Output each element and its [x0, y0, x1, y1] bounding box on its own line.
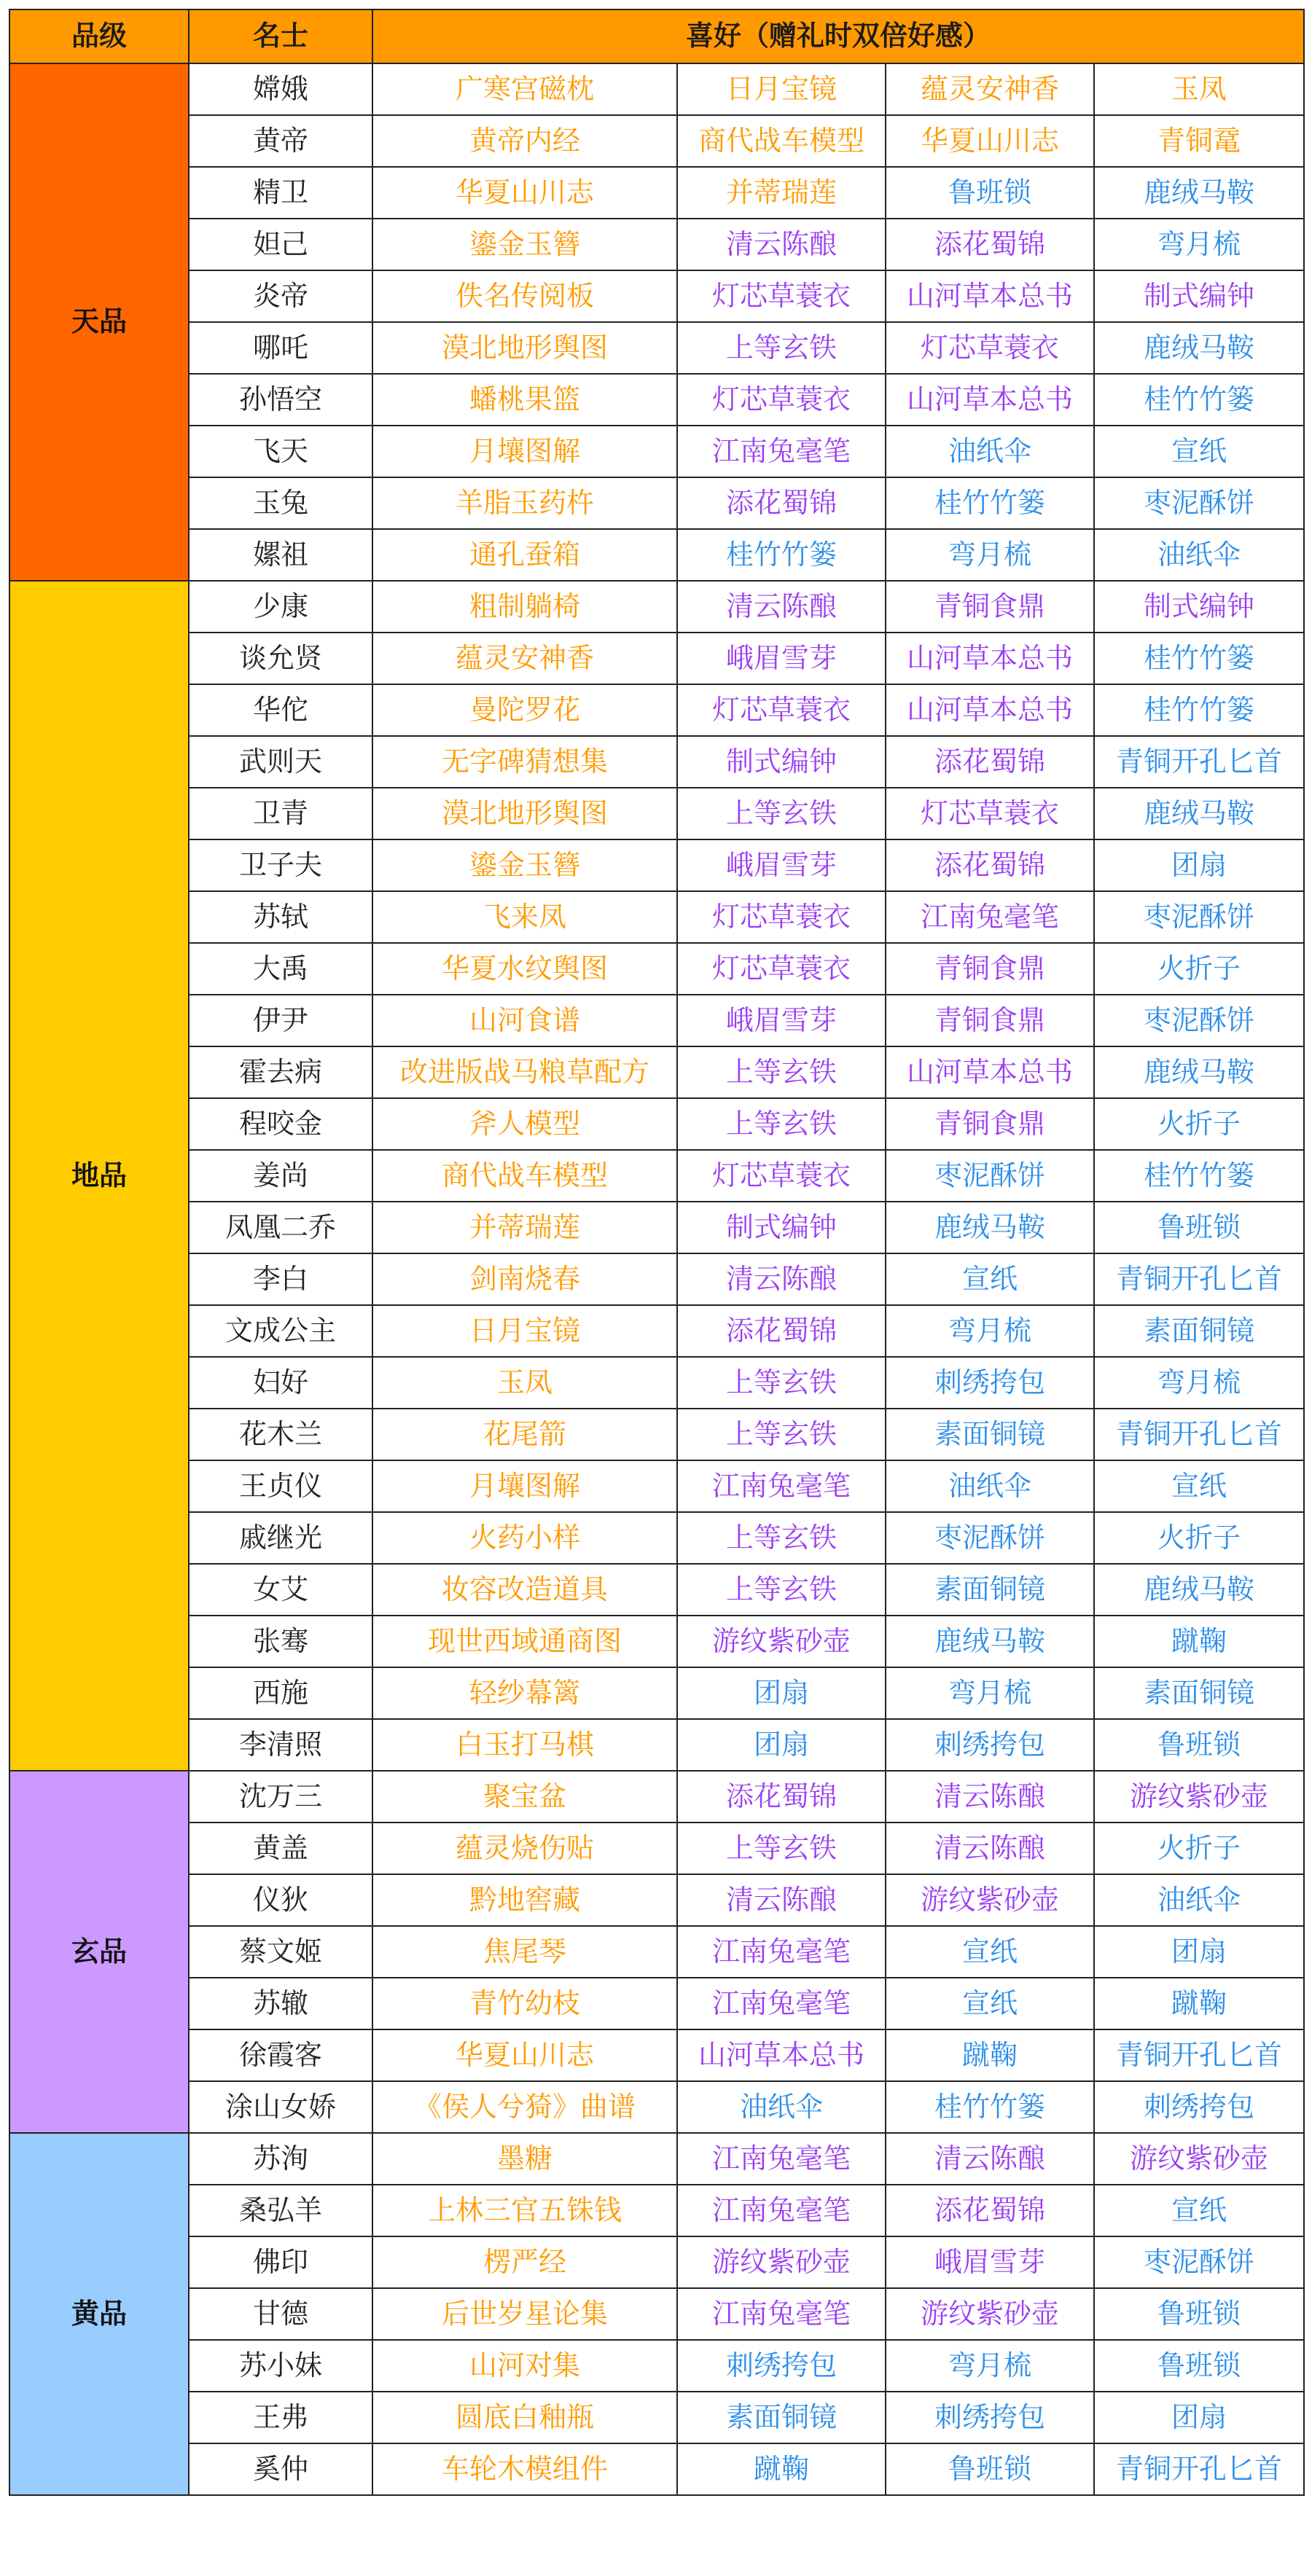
- table-row: [9, 1305, 1304, 1357]
- gift-cell: 鲁班锁: [1094, 1202, 1304, 1253]
- scholar-name-cell: 苏小妹: [189, 2340, 372, 2392]
- table-row: [9, 1719, 1304, 1771]
- scholar-name-cell: 精卫: [189, 167, 372, 219]
- gift-cell: 斧人模型: [372, 1098, 677, 1150]
- gift-cell: 灯芯草蓑衣: [677, 270, 886, 322]
- scholar-name-cell: 妇好: [189, 1357, 372, 1409]
- scholar-name-cell: 徐霞客: [189, 2029, 372, 2081]
- gift-cell: 素面铜镜: [886, 1409, 1094, 1460]
- table-row: [9, 529, 1304, 581]
- table-row: [9, 115, 1304, 167]
- scholar-name-cell: 李白: [189, 1253, 372, 1305]
- gift-cell: 上等玄铁: [677, 788, 886, 839]
- gift-cell: 灯芯草蓑衣: [677, 891, 886, 943]
- gift-cell: 弯月梳: [1094, 1357, 1304, 1409]
- gift-cell: 清云陈酿: [677, 581, 886, 633]
- gift-cell: 鲁班锁: [1094, 2340, 1304, 2392]
- table-body: [9, 63, 1304, 2495]
- scholar-name-cell: 西施: [189, 1667, 372, 1719]
- gift-cell: 现世西域通商图: [372, 1616, 677, 1667]
- table-row: [9, 839, 1304, 891]
- gift-cell: 月壤图解: [372, 426, 677, 477]
- gift-cell: 黔地窖藏: [372, 1874, 677, 1926]
- scholar-name-cell: 蔡文姬: [189, 1926, 372, 1978]
- scholar-name-cell: 李清照: [189, 1719, 372, 1771]
- gift-cell: 蕴灵安神香: [886, 63, 1094, 115]
- gift-cell: 鹿绒马鞍: [1094, 1046, 1304, 1098]
- gift-cell: 鲁班锁: [1094, 2288, 1304, 2340]
- gift-cell: 蹴鞠: [1094, 1616, 1304, 1667]
- table-row: [9, 1253, 1304, 1305]
- table-row: [9, 1564, 1304, 1616]
- table-row: [9, 1460, 1304, 1512]
- gift-cell: 火折子: [1094, 1098, 1304, 1150]
- scholar-name-cell: 大禹: [189, 943, 372, 995]
- table-row: [9, 1357, 1304, 1409]
- scholar-name-cell: 黄帝: [189, 115, 372, 167]
- scholar-name-cell: 桑弘羊: [189, 2185, 372, 2236]
- scholar-name-cell: 奚仲: [189, 2443, 372, 2495]
- gift-cell: 团扇: [1094, 1926, 1304, 1978]
- gift-cell: 上林三官五铢钱: [372, 2185, 677, 2236]
- gift-cell: 灯芯草蓑衣: [677, 943, 886, 995]
- tier-cell: 黄品: [9, 2133, 189, 2495]
- scholar-name-cell: 孙悟空: [189, 374, 372, 426]
- gift-cell: 妆容改造道具: [372, 1564, 677, 1616]
- gift-cell: 桂竹竹篓: [886, 2081, 1094, 2133]
- gift-cell: 灯芯草蓑衣: [677, 684, 886, 736]
- gift-cell: 峨眉雪芽: [677, 633, 886, 684]
- gift-cell: 灯芯草蓑衣: [886, 788, 1094, 839]
- gift-cell: 墨糖: [372, 2133, 677, 2185]
- gift-cell: 火折子: [1094, 943, 1304, 995]
- table-row: [9, 1409, 1304, 1460]
- gift-cell: 桂竹竹篓: [677, 529, 886, 581]
- gift-cell: 弯月梳: [886, 2340, 1094, 2392]
- gift-cell: 团扇: [1094, 839, 1304, 891]
- gift-cell: 桂竹竹篓: [886, 477, 1094, 529]
- gift-cell: 山河食谱: [372, 995, 677, 1046]
- gift-cell: 鹿绒马鞍: [1094, 1564, 1304, 1616]
- gift-cell: 灯芯草蓑衣: [677, 1150, 886, 1202]
- gift-cell: 上等玄铁: [677, 1098, 886, 1150]
- scholar-name-cell: 张骞: [189, 1616, 372, 1667]
- gift-cell: 青铜食鼎: [886, 943, 1094, 995]
- table-row: [9, 684, 1304, 736]
- scholar-name-cell: 卫青: [189, 788, 372, 839]
- scholar-name-cell: 霍去病: [189, 1046, 372, 1098]
- table-row: [9, 2443, 1304, 2495]
- table-row: [9, 477, 1304, 529]
- gift-cell: 游纹紫砂壶: [677, 1616, 886, 1667]
- gift-cell: 江南兔毫笔: [677, 2185, 886, 2236]
- gift-cell: 青铜开孔匕首: [1094, 2443, 1304, 2495]
- gift-cell: 宣纸: [1094, 2185, 1304, 2236]
- gift-cell: 蕴灵烧伤贴: [372, 1823, 677, 1874]
- gift-cell: 山河草本总书: [886, 374, 1094, 426]
- gift-cell: 通孔蚕箱: [372, 529, 677, 581]
- scholar-name-cell: 文成公主: [189, 1305, 372, 1357]
- scholar-name-cell: 凤凰二乔: [189, 1202, 372, 1253]
- gift-cell: 团扇: [1094, 2392, 1304, 2443]
- gift-cell: 江南兔毫笔: [677, 1926, 886, 1978]
- scholar-name-cell: 华佗: [189, 684, 372, 736]
- gift-cell: 青铜食鼎: [886, 581, 1094, 633]
- gift-cell: 刺绣挎包: [886, 1719, 1094, 1771]
- table-row: [9, 322, 1304, 374]
- table-row: [9, 426, 1304, 477]
- gift-cell: 鹿绒马鞍: [1094, 322, 1304, 374]
- gift-cell: 刺绣挎包: [886, 1357, 1094, 1409]
- gift-cell: 并蒂瑞莲: [677, 167, 886, 219]
- gift-cell: 桂竹竹篓: [1094, 633, 1304, 684]
- gift-cell: 月壤图解: [372, 1460, 677, 1512]
- gift-cell: 添花蜀锦: [886, 219, 1094, 270]
- table-row: [9, 581, 1304, 633]
- gift-cell: 白玉打马棋: [372, 1719, 677, 1771]
- scholar-name-cell: 飞天: [189, 426, 372, 477]
- table-row: [9, 1512, 1304, 1564]
- table-row: [9, 1926, 1304, 1978]
- table-row: [9, 891, 1304, 943]
- gift-cell: 添花蜀锦: [677, 477, 886, 529]
- gift-cell: 油纸伞: [1094, 529, 1304, 581]
- scholar-name-cell: 姜尚: [189, 1150, 372, 1202]
- table-row: [9, 1150, 1304, 1202]
- gift-cell: 添花蜀锦: [677, 1771, 886, 1823]
- table-row: [9, 63, 1304, 115]
- gift-cell: 弯月梳: [886, 529, 1094, 581]
- table-row: [9, 788, 1304, 839]
- gift-cell: 漠北地形舆图: [372, 788, 677, 839]
- gift-cell: 火折子: [1094, 1512, 1304, 1564]
- gift-cell: 广寒宫磁枕: [372, 63, 677, 115]
- gift-cell: 江南兔毫笔: [677, 1460, 886, 1512]
- gift-cell: 青铜开孔匕首: [1094, 2029, 1304, 2081]
- gift-cell: 车轮木模组件: [372, 2443, 677, 2495]
- gift-cell: 江南兔毫笔: [677, 2288, 886, 2340]
- table-row: [9, 2236, 1304, 2288]
- scholar-name-cell: 王弗: [189, 2392, 372, 2443]
- gift-cell: 团扇: [677, 1719, 886, 1771]
- gift-cell: 江南兔毫笔: [677, 426, 886, 477]
- header-name: 名士: [189, 9, 372, 63]
- gift-cell: 宣纸: [886, 1926, 1094, 1978]
- gift-cell: 游纹紫砂壶: [886, 1874, 1094, 1926]
- gift-cell: 素面铜镜: [886, 1564, 1094, 1616]
- scholar-name-cell: 佛印: [189, 2236, 372, 2288]
- gift-cell: 制式编钟: [677, 1202, 886, 1253]
- table-row: [9, 2340, 1304, 2392]
- gift-cell: 青铜开孔匕首: [1094, 1253, 1304, 1305]
- gift-cell: 剑南烧春: [372, 1253, 677, 1305]
- table-row: [9, 1771, 1304, 1823]
- gift-cell: 青铜食鼎: [886, 995, 1094, 1046]
- scholar-name-cell: 仪狄: [189, 1874, 372, 1926]
- header-tier: 品级: [9, 9, 189, 63]
- gift-cell: 青铜开孔匕首: [1094, 1409, 1304, 1460]
- gift-cell: 枣泥酥饼: [1094, 477, 1304, 529]
- gift-cell: 清云陈酿: [886, 1771, 1094, 1823]
- table-row: [9, 2081, 1304, 2133]
- gift-cell: 粗制躺椅: [372, 581, 677, 633]
- gift-cell: 火折子: [1094, 1823, 1304, 1874]
- gift-cell: 佚名传阅板: [372, 270, 677, 322]
- scholar-name-cell: 苏轼: [189, 891, 372, 943]
- gift-cell: 上等玄铁: [677, 1564, 886, 1616]
- gift-cell: 峨眉雪芽: [677, 839, 886, 891]
- table-row: [9, 2185, 1304, 2236]
- gift-cell: 江南兔毫笔: [886, 891, 1094, 943]
- scholar-name-cell: 哪吒: [189, 322, 372, 374]
- scholar-name-cell: 武则天: [189, 736, 372, 788]
- scholar-name-cell: 妲己: [189, 219, 372, 270]
- gift-cell: 《侯人兮猗》曲谱: [372, 2081, 677, 2133]
- gift-cell: 添花蜀锦: [886, 2185, 1094, 2236]
- gift-cell: 飞来凤: [372, 891, 677, 943]
- gift-cell: 蹴鞠: [677, 2443, 886, 2495]
- gift-cell: 蹴鞠: [886, 2029, 1094, 2081]
- gift-cell: 花尾箭: [372, 1409, 677, 1460]
- gift-cell: 油纸伞: [1094, 1874, 1304, 1926]
- gift-cell: 清云陈酿: [886, 2133, 1094, 2185]
- gift-cell: 刺绣挎包: [1094, 2081, 1304, 2133]
- scholar-name-cell: 玉兔: [189, 477, 372, 529]
- gift-cell: 山河草本总书: [677, 2029, 886, 2081]
- gift-cell: 制式编钟: [1094, 270, 1304, 322]
- scholar-name-cell: 卫子夫: [189, 839, 372, 891]
- gift-cell: 灯芯草蓑衣: [677, 374, 886, 426]
- gift-cell: 宣纸: [886, 1978, 1094, 2029]
- header-gifts: 喜好（赠礼时双倍好感）: [372, 9, 1304, 63]
- gift-cell: 油纸伞: [886, 426, 1094, 477]
- gift-cell: 枣泥酥饼: [1094, 995, 1304, 1046]
- gift-cell: 商代战车模型: [372, 1150, 677, 1202]
- gift-cell: 山河草本总书: [886, 1046, 1094, 1098]
- gift-cell: 鹿绒马鞍: [886, 1202, 1094, 1253]
- gift-cell: 枣泥酥饼: [1094, 891, 1304, 943]
- gift-cell: 桂竹竹篓: [1094, 374, 1304, 426]
- gift-cell: 弯月梳: [1094, 219, 1304, 270]
- gift-cell: 华夏山川志: [886, 115, 1094, 167]
- table-row: [9, 1667, 1304, 1719]
- table-row: [9, 1823, 1304, 1874]
- gift-cell: 鲁班锁: [1094, 1719, 1304, 1771]
- gift-cell: 华夏水纹舆图: [372, 943, 677, 995]
- gift-cell: 蹴鞠: [1094, 1978, 1304, 2029]
- gift-cell: 枣泥酥饼: [886, 1150, 1094, 1202]
- scholar-name-cell: 王贞仪: [189, 1460, 372, 1512]
- gift-cell: 无字碑猜想集: [372, 736, 677, 788]
- table-row: [9, 1874, 1304, 1926]
- gift-cell: 日月宝镜: [677, 63, 886, 115]
- table-row: [9, 1098, 1304, 1150]
- gift-cell: 弯月梳: [886, 1305, 1094, 1357]
- gift-cell: 轻纱幕篱: [372, 1667, 677, 1719]
- gift-cell: 商代战车模型: [677, 115, 886, 167]
- gift-cell: 鲁班锁: [886, 167, 1094, 219]
- gift-cell: 青铜食鼎: [886, 1098, 1094, 1150]
- gift-cell: 制式编钟: [1094, 581, 1304, 633]
- gift-cell: 焦尾琴: [372, 1926, 677, 1978]
- scholar-name-cell: 炎帝: [189, 270, 372, 322]
- gift-cell: 聚宝盆: [372, 1771, 677, 1823]
- gift-cell: 枣泥酥饼: [1094, 2236, 1304, 2288]
- table-row: [9, 167, 1304, 219]
- gift-cell: 灯芯草蓑衣: [886, 322, 1094, 374]
- scholar-name-cell: 嫘祖: [189, 529, 372, 581]
- table-row: [9, 1616, 1304, 1667]
- gift-cell: 鎏金玉簪: [372, 219, 677, 270]
- scholar-name-cell: 嫦娥: [189, 63, 372, 115]
- gift-cell: 改进版战马粮草配方: [372, 1046, 677, 1098]
- gift-cell: 青铜开孔匕首: [1094, 736, 1304, 788]
- table-row: [9, 2029, 1304, 2081]
- gift-cell: 上等玄铁: [677, 1512, 886, 1564]
- gift-cell: 漠北地形舆图: [372, 322, 677, 374]
- scholar-name-cell: 少康: [189, 581, 372, 633]
- gift-cell: 清云陈酿: [677, 1253, 886, 1305]
- gift-cell: 蟠桃果篮: [372, 374, 677, 426]
- gift-cell: 青竹幼枝: [372, 1978, 677, 2029]
- table-row: [9, 1046, 1304, 1098]
- scholar-name-cell: 戚继光: [189, 1512, 372, 1564]
- table-row: [9, 943, 1304, 995]
- gift-cell: 鎏金玉簪: [372, 839, 677, 891]
- gift-cell: 鹿绒马鞍: [1094, 788, 1304, 839]
- gift-cell: 上等玄铁: [677, 1357, 886, 1409]
- gift-cell: 添花蜀锦: [677, 1305, 886, 1357]
- table-row: [9, 219, 1304, 270]
- scholar-name-cell: 谈允贤: [189, 633, 372, 684]
- gift-cell: 鲁班锁: [886, 2443, 1094, 2495]
- tier-cell: 天品: [9, 63, 189, 581]
- gift-cell: 圆底白釉瓶: [372, 2392, 677, 2443]
- gift-cell: 素面铜镜: [1094, 1667, 1304, 1719]
- gift-cell: 后世岁星论集: [372, 2288, 677, 2340]
- gift-cell: 宣纸: [886, 1253, 1094, 1305]
- gift-cell: 素面铜镜: [1094, 1305, 1304, 1357]
- gift-cell: 添花蜀锦: [886, 839, 1094, 891]
- table-row: [9, 633, 1304, 684]
- gift-cell: 日月宝镜: [372, 1305, 677, 1357]
- gift-cell: 刺绣挎包: [886, 2392, 1094, 2443]
- gift-cell: 山河草本总书: [886, 633, 1094, 684]
- scholar-name-cell: 女艾: [189, 1564, 372, 1616]
- scholar-name-cell: 甘德: [189, 2288, 372, 2340]
- scholar-name-cell: 黄盖: [189, 1823, 372, 1874]
- gift-cell: 上等玄铁: [677, 322, 886, 374]
- table-row: [9, 374, 1304, 426]
- table-row: [9, 995, 1304, 1046]
- gift-cell: 鹿绒马鞍: [886, 1616, 1094, 1667]
- gift-cell: 宣纸: [1094, 1460, 1304, 1512]
- table-row: [9, 2133, 1304, 2185]
- gift-cell: 江南兔毫笔: [677, 2133, 886, 2185]
- table-row: [9, 1202, 1304, 1253]
- scholar-name-cell: 花木兰: [189, 1409, 372, 1460]
- gift-cell: 素面铜镜: [677, 2392, 886, 2443]
- gift-cell: 鹿绒马鞍: [1094, 167, 1304, 219]
- gift-cell: 黄帝内经: [372, 115, 677, 167]
- gift-cell: 青铜鼋: [1094, 115, 1304, 167]
- table-row: [9, 270, 1304, 322]
- gift-cell: 油纸伞: [677, 2081, 886, 2133]
- gift-cell: 游纹紫砂壶: [886, 2288, 1094, 2340]
- gift-cell: 宣纸: [1094, 426, 1304, 477]
- gift-cell: 江南兔毫笔: [677, 1978, 886, 2029]
- header-row: [9, 9, 1304, 63]
- scholar-name-cell: 苏辙: [189, 1978, 372, 2029]
- gift-cell: 峨眉雪芽: [886, 2236, 1094, 2288]
- gift-cell: 刺绣挎包: [677, 2340, 886, 2392]
- table-row: [9, 2392, 1304, 2443]
- scholar-name-cell: 程咬金: [189, 1098, 372, 1150]
- gift-cell: 油纸伞: [886, 1460, 1094, 1512]
- gift-cell: 弯月梳: [886, 1667, 1094, 1719]
- gift-cell: 曼陀罗花: [372, 684, 677, 736]
- gift-cell: 游纹紫砂壶: [1094, 2133, 1304, 2185]
- gift-preference-table: [9, 9, 1305, 2496]
- gift-cell: 清云陈酿: [677, 219, 886, 270]
- tier-cell: 地品: [9, 581, 189, 1771]
- gift-cell: 游纹紫砂壶: [677, 2236, 886, 2288]
- table-row: [9, 1978, 1304, 2029]
- gift-cell: 羊脂玉药杵: [372, 477, 677, 529]
- gift-cell: 山河对集: [372, 2340, 677, 2392]
- gift-cell: 华夏山川志: [372, 167, 677, 219]
- gift-cell: 清云陈酿: [886, 1823, 1094, 1874]
- gift-cell: 楞严经: [372, 2236, 677, 2288]
- gift-cell: 清云陈酿: [677, 1874, 886, 1926]
- scholar-name-cell: 涂山女娇: [189, 2081, 372, 2133]
- table-row: [9, 2288, 1304, 2340]
- gift-cell: 上等玄铁: [677, 1409, 886, 1460]
- gift-cell: 制式编钟: [677, 736, 886, 788]
- scholar-name-cell: 苏洵: [189, 2133, 372, 2185]
- tier-cell: 玄品: [9, 1771, 189, 2133]
- gift-cell: 桂竹竹篓: [1094, 684, 1304, 736]
- gift-cell: 枣泥酥饼: [886, 1512, 1094, 1564]
- gift-cell: 上等玄铁: [677, 1046, 886, 1098]
- gift-cell: 蕴灵安神香: [372, 633, 677, 684]
- scholar-name-cell: 沈万三: [189, 1771, 372, 1823]
- gift-cell: 华夏山川志: [372, 2029, 677, 2081]
- gift-cell: 桂竹竹篓: [1094, 1150, 1304, 1202]
- scholar-name-cell: 伊尹: [189, 995, 372, 1046]
- gift-cell: 并蒂瑞莲: [372, 1202, 677, 1253]
- gift-cell: 玉凤: [1094, 63, 1304, 115]
- gift-cell: 上等玄铁: [677, 1823, 886, 1874]
- gift-cell: 游纹紫砂壶: [1094, 1771, 1304, 1823]
- gift-cell: 山河草本总书: [886, 270, 1094, 322]
- gift-cell: 山河草本总书: [886, 684, 1094, 736]
- gift-cell: 峨眉雪芽: [677, 995, 886, 1046]
- gift-cell: 玉凤: [372, 1357, 677, 1409]
- gift-cell: 火药小样: [372, 1512, 677, 1564]
- table-row: [9, 736, 1304, 788]
- gift-cell: 团扇: [677, 1667, 886, 1719]
- gift-cell: 添花蜀锦: [886, 736, 1094, 788]
